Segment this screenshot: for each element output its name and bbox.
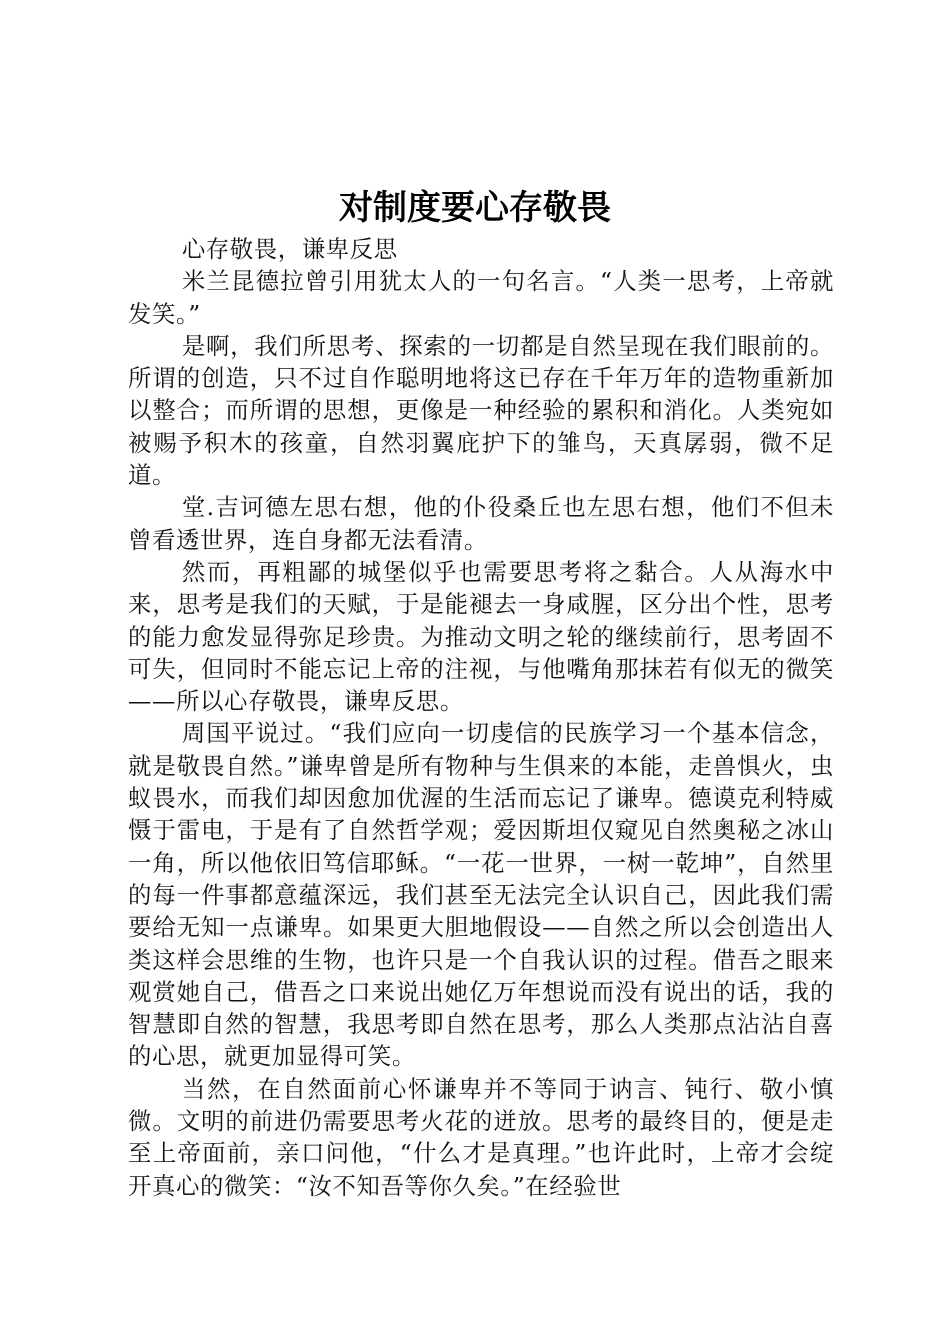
paragraph: 米兰昆德拉曾引用犹太人的一句名言。“人类一思考，上帝就发笑。”: [128, 267, 834, 328]
document-title: 对制度要心存敬畏: [339, 188, 611, 228]
paragraph-subtitle: 心存敬畏，谦卑反思: [181, 235, 398, 263]
paragraph: 然而，再粗鄙的城堡似乎也需要思考将之黏合。人从海水中来，思考是我们的天赋，于是能褪去一身咸腥，区分出个性，思考的能力愈发显得弥足珍贵。为推动文明之轮的继续前行，思考固不可失，但同时不能忘记上帝的注视，与他嘴角那抹若有似无的微笑——所以心存敬畏，谦卑反思。: [128, 557, 834, 716]
paragraph: 当然，在自然面前心怀谦卑并不等同于讷言、钝行、敬小慎微。文明的前进仍需要思考火花的迸放。思考的最终目的，便是走至上帝面前，亲口问他，“什么才是真理。”也许此时，上帝才会绽开真心的微笑：“汝不知吾等你久矣。”在经验世: [128, 1074, 834, 1200]
document-body: [128, 233, 834, 1202]
paragraph: 堂.吉诃德左思右想，他的仆役桑丘也左思右想，他们不但未曾看透世界，连自身都无法看清。: [128, 493, 834, 554]
paragraph: 是啊，我们所思考、探索的一切都是自然呈现在我们眼前的。所谓的创造，只不过自作聪明地将这已存在千年万年的造物重新加以整合；而所谓的思想，更像是一种经验的累积和消化。人类宛如被赐予积木的孩童，自然羽翼庇护下的雏鸟，天真孱弱，微不足道。: [128, 331, 834, 490]
paragraph: 周国平说过。“我们应向一切虔信的民族学习一个基本信念，就是敬畏自然。”谦卑曾是所有物种与生俱来的本能，走兽惧火，虫蚁畏水，而我们却因愈加优渥的生活而忘记了谦卑。德谟克利特威慑于雷电，于是有了自然哲学观；爱因斯坦仅窥见自然奥秘之冰山一角，所以他依旧笃信耶稣。“一花一世界，一树一乾坤”，自然里的每一件事都意蕴深远，我们甚至无法完全认识自己，因此我们需要给无知一点谦卑。如果更大胆地假设——自然之所以会创造出人类这样会思维的生物，也许只是一个自我认识的过程。借吾之眼来观赏她自己，借吾之口来说出她亿万年想说而没有说出的话，我的智慧即自然的智慧，我思考即自然在思考，那么人类那点沾沾自喜的心思，就更加显得可笑。: [128, 719, 834, 1071]
